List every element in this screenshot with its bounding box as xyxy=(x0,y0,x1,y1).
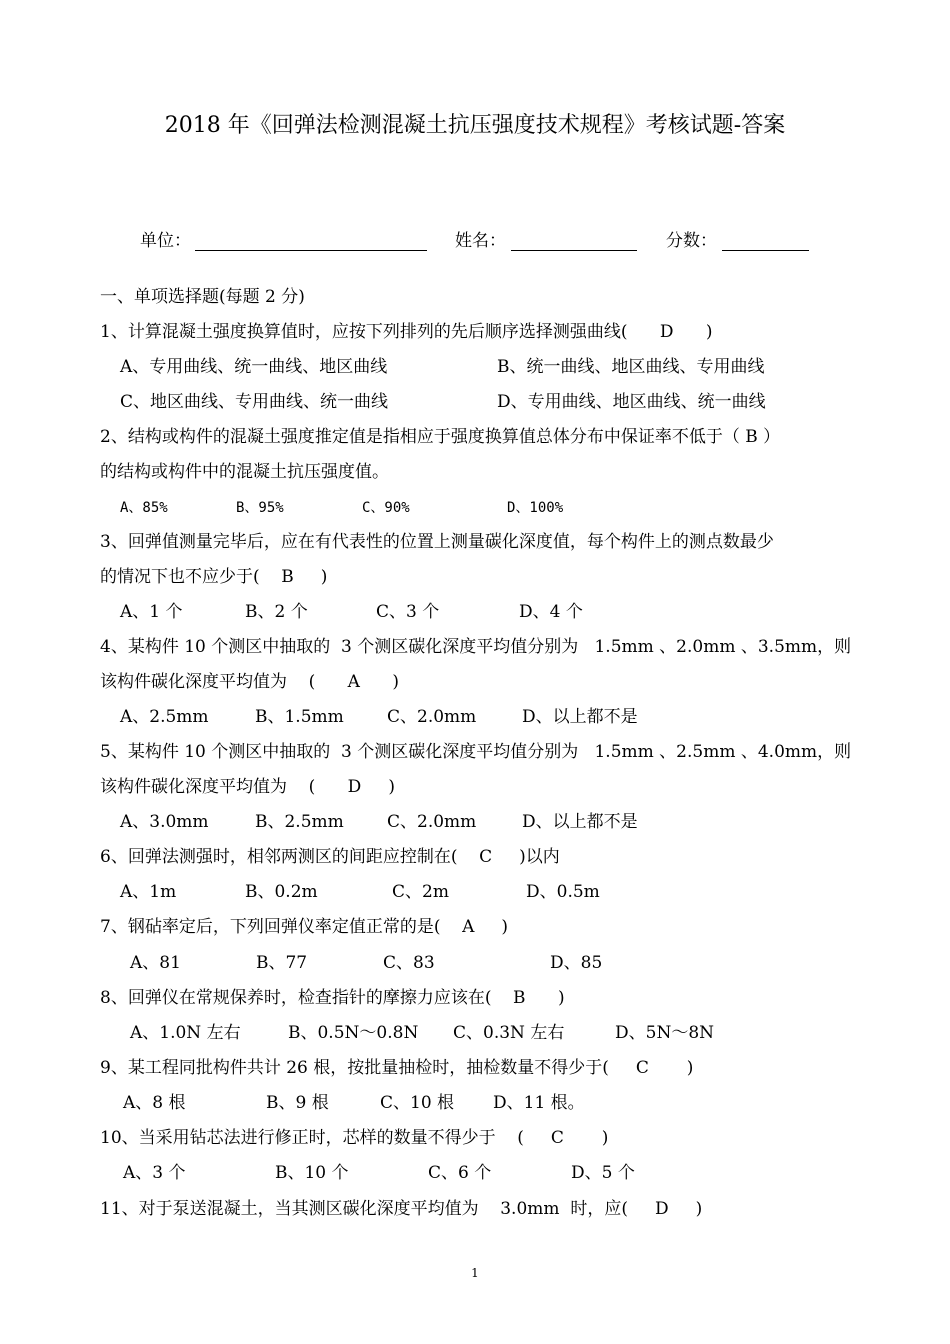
q6-option-d: D、0.5m xyxy=(526,882,600,902)
unit-label: 单位： xyxy=(140,231,191,251)
q9-option-c: C、10 根 xyxy=(380,1093,455,1113)
name-label: 姓名： xyxy=(455,231,506,251)
q9-option-b: B、9 根 xyxy=(266,1093,329,1113)
question-3: 3、回弹值测量完毕后，应在有代表性的位置上测量碳化深度值，每个构件上的测点数最少 xyxy=(100,532,774,552)
question-5: 5、某构件 10 个测区中抽取的 3 个测区碳化深度平均值分别为 1.5mm 、2.5mm 、4.0mm，则 xyxy=(100,742,852,762)
question-8: 8、回弹仪在常规保养时，检查指针的摩擦力应该在( B ) xyxy=(100,988,565,1008)
q5-option-c: C、2.0mm xyxy=(387,812,477,832)
q4-option-c: C、2.0mm xyxy=(387,707,477,727)
section-heading: 一、单项选择题(每题 2 分) xyxy=(100,287,305,307)
q2-option-a: A、85% xyxy=(120,500,168,516)
question-4-cont: 该构件碳化深度平均值为 ( A ) xyxy=(100,672,400,692)
question-2-cont: 的结构或构件中的混凝土抗压强度值。 xyxy=(100,462,389,482)
question-7: 7、钢砧率定后，下列回弹仪率定值正常的是( A ) xyxy=(100,917,508,937)
q7-option-a: A、81 xyxy=(130,953,181,973)
question-6: 6、回弹法测强时，相邻两测区的间距应控制在( C )以内 xyxy=(100,847,560,867)
q9-option-d: D、11 根。 xyxy=(493,1093,585,1113)
q3-option-a: A、1 个 xyxy=(120,602,183,622)
q3-option-b: B、2 个 xyxy=(245,602,308,622)
q6-option-c: C、2m xyxy=(392,882,449,902)
q2-option-b: B、95% xyxy=(236,500,284,516)
q1-option-c: C、地区曲线、专用曲线、统一曲线 xyxy=(120,392,389,412)
q6-option-a: A、1m xyxy=(120,882,177,902)
q8-option-c: C、0.3N 左右 xyxy=(453,1023,565,1043)
q6-option-b: B、0.2m xyxy=(245,882,318,902)
name-field-line[interactable] xyxy=(511,250,637,251)
q5-option-b: B、2.5mm xyxy=(255,812,344,832)
question-3-cont: 的情况下也不应少于( B ) xyxy=(100,567,328,587)
q10-option-a: A、3 个 xyxy=(123,1163,186,1183)
q10-option-b: B、10 个 xyxy=(275,1163,349,1183)
q10-option-c: C、6 个 xyxy=(428,1163,492,1183)
q7-option-c: C、83 xyxy=(383,953,435,973)
q9-option-a: A、8 根 xyxy=(123,1093,186,1113)
q2-option-d: D、100% xyxy=(507,500,564,516)
q4-option-a: A、2.5mm xyxy=(120,707,209,727)
q10-option-d: D、5 个 xyxy=(571,1163,635,1183)
question-4: 4、某构件 10 个测区中抽取的 3 个测区碳化深度平均值分别为 1.5mm 、2.0mm 、3.5mm，则 xyxy=(100,637,852,657)
q4-option-b: B、1.5mm xyxy=(255,707,344,727)
q5-option-d: D、以上都不是 xyxy=(522,812,638,832)
q4-option-d: D、以上都不是 xyxy=(522,707,638,727)
question-5-cont: 该构件碳化深度平均值为 ( D ) xyxy=(100,777,395,797)
q1-option-b: B、统一曲线、地区曲线、专用曲线 xyxy=(497,357,765,377)
q8-option-a: A、1.0N 左右 xyxy=(130,1023,241,1043)
score-field-line[interactable] xyxy=(722,250,809,251)
q8-option-d: D、5N～8N xyxy=(615,1023,715,1043)
q7-option-d: D、85 xyxy=(550,953,603,973)
question-11: 11、对于泵送混凝土，当其测区碳化深度平均值为 3.0mm 时，应( D ) xyxy=(100,1199,703,1219)
question-2: 2、结构或构件的混凝土强度推定值是指相应于强度换算值总体分布中保证率不低于（ B ） xyxy=(100,427,781,447)
q2-option-c: C、90% xyxy=(362,500,410,516)
question-9: 9、某工程同批构件共计 26 根，按批量抽检时，抽检数量不得少于( C ) xyxy=(100,1058,694,1078)
q1-option-d: D、专用曲线、地区曲线、统一曲线 xyxy=(497,392,766,412)
q3-option-d: D、4 个 xyxy=(519,602,583,622)
question-1: 1、计算混凝土强度换算值时，应按下列排列的先后顺序选择测强曲线( D ) xyxy=(100,322,713,342)
q3-option-c: C、3 个 xyxy=(376,602,440,622)
q7-option-b: B、77 xyxy=(256,953,308,973)
q1-option-a: A、专用曲线、统一曲线、地区曲线 xyxy=(120,357,388,377)
question-10: 10、当采用钻芯法进行修正时，芯样的数量不得少于 ( C ) xyxy=(100,1128,609,1148)
unit-field-line[interactable] xyxy=(195,250,427,251)
score-label: 分数： xyxy=(666,231,717,251)
q5-option-a: A、3.0mm xyxy=(120,812,209,832)
page-number: 1 xyxy=(471,1266,479,1280)
document-title: 2018 年《回弹法检测混凝土抗压强度技术规程》考核试题-答案 xyxy=(164,113,786,138)
q8-option-b: B、0.5N～0.8N xyxy=(288,1023,419,1043)
